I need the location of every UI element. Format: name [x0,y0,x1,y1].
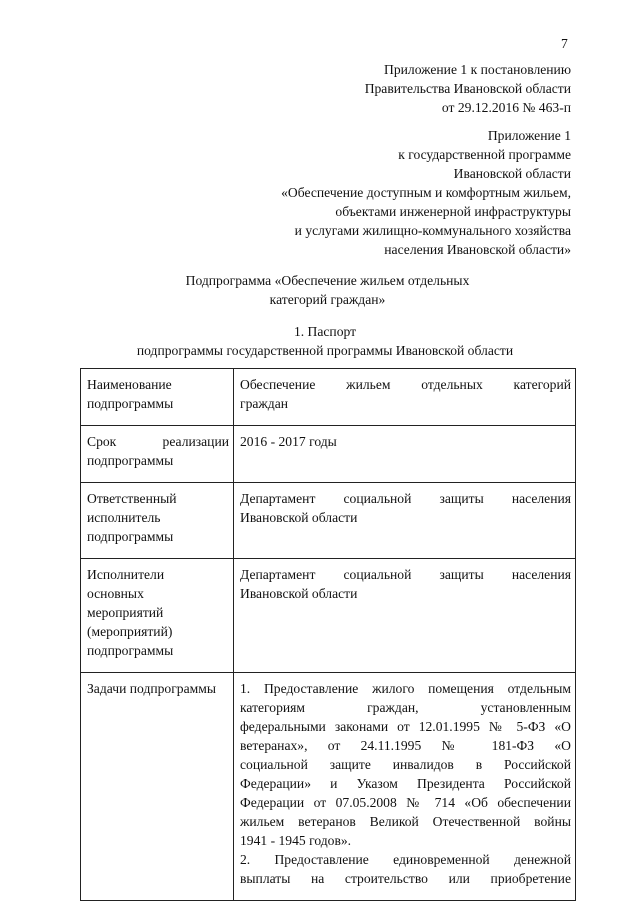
appendix-program-line: объектами инженерной инфраструктуры [335,204,571,219]
row-value-line: Ивановской области [240,586,358,601]
row-value-line: Федерации от 07.05.2008 № 714 «Об обеспечении [240,795,571,810]
row-value [234,369,576,426]
row-value-line: Федерации» и Указом Президента Российской [240,776,571,791]
row-value-line: Департамент социальной защиты населения [240,567,571,582]
row-label-line: подпрограммы [87,453,174,468]
row-label-line: подпрограммы [87,529,174,544]
table-row [81,426,576,483]
row-value-line: граждан [240,396,289,411]
row-label-line: основных [87,586,144,601]
table-row [81,369,576,426]
subprogram-title [175,271,480,309]
row-label-line: Ответственный [87,491,177,506]
appendix-decree-header [230,60,571,117]
appendix-program-line: «Обеспечение доступным и комфортным жильем, [281,185,571,200]
row-value-line: Обеспечение жильем отдельных категорий [240,377,571,392]
row-value [234,426,576,483]
subprogram-title-line: категорий граждан» [269,292,386,307]
row-label [81,673,234,901]
appendix-program-line: к государственной программе [398,147,571,162]
row-value-line: ветеранах», от 24.11.1995 № 181-ФЗ «О [240,738,571,753]
subprogram-title-line: Подпрограмма «Обеспечение жильем отдельных [185,273,470,288]
row-label-line: подпрограммы [87,396,174,411]
row-label [81,426,234,483]
appendix-decree-line: Правительства Ивановской области [364,81,571,96]
row-label [81,559,234,673]
row-value-line: жильем ветеранов Великой Отечественной войны [240,814,571,829]
appendix-program-header [230,126,571,259]
appendix-decree-line: от 29.12.2016 № 463-п [441,100,571,115]
row-label-line: подпрограммы [87,643,174,658]
row-value-line: Ивановской области [240,510,358,525]
passport-heading [80,322,570,360]
row-value-line: 2016 - 2017 годы [240,434,337,449]
row-value-line: категориям граждан, установленным [240,700,571,715]
row-value-line: 1. Предоставление жилого помещения отдельным [240,681,571,696]
passport-heading-line: подпрограммы государственной программы Ивановской области [136,343,514,358]
row-label-line: Срок реализации [87,434,229,449]
table-row [81,559,576,673]
row-label-line: исполнитель [87,510,161,525]
row-label [81,369,234,426]
appendix-decree-line: Приложение 1 к постановлению [384,62,571,77]
row-label-line: мероприятий [87,605,164,620]
row-value-line: Департамент социальной защиты населения [240,491,571,506]
passport-table [80,368,576,901]
passport-heading-line: 1. Паспорт [293,324,357,339]
row-value [234,559,576,673]
row-label-line: (мероприятий) [87,624,173,639]
page-number: 7 [561,36,568,51]
row-value [234,483,576,559]
row-value-line: 1941 - 1945 годов». [240,833,352,848]
table-row [81,673,576,901]
appendix-program-line: населения Ивановской области» [384,242,571,257]
appendix-program-line: Приложение 1 [487,128,571,143]
row-label [81,483,234,559]
row-value-line: выплаты на строительство или приобретение [240,871,571,886]
row-label-line: Наименование [87,377,172,392]
appendix-program-line: и услугами жилищно-коммунального хозяйства [294,223,571,238]
appendix-program-line: Ивановской области [453,166,571,181]
row-value-line: социальной защите инвалидов в Российской [240,757,571,772]
row-value-line: 2. Предоставление единовременной денежной [240,852,571,867]
table-row [81,483,576,559]
row-label-line: Задачи подпрограммы [87,681,216,696]
row-value-line: федеральными законами от 12.01.1995 № 5-ФЗ «О [240,719,571,734]
row-value [234,673,576,901]
row-label-line: Исполнители [87,567,165,582]
